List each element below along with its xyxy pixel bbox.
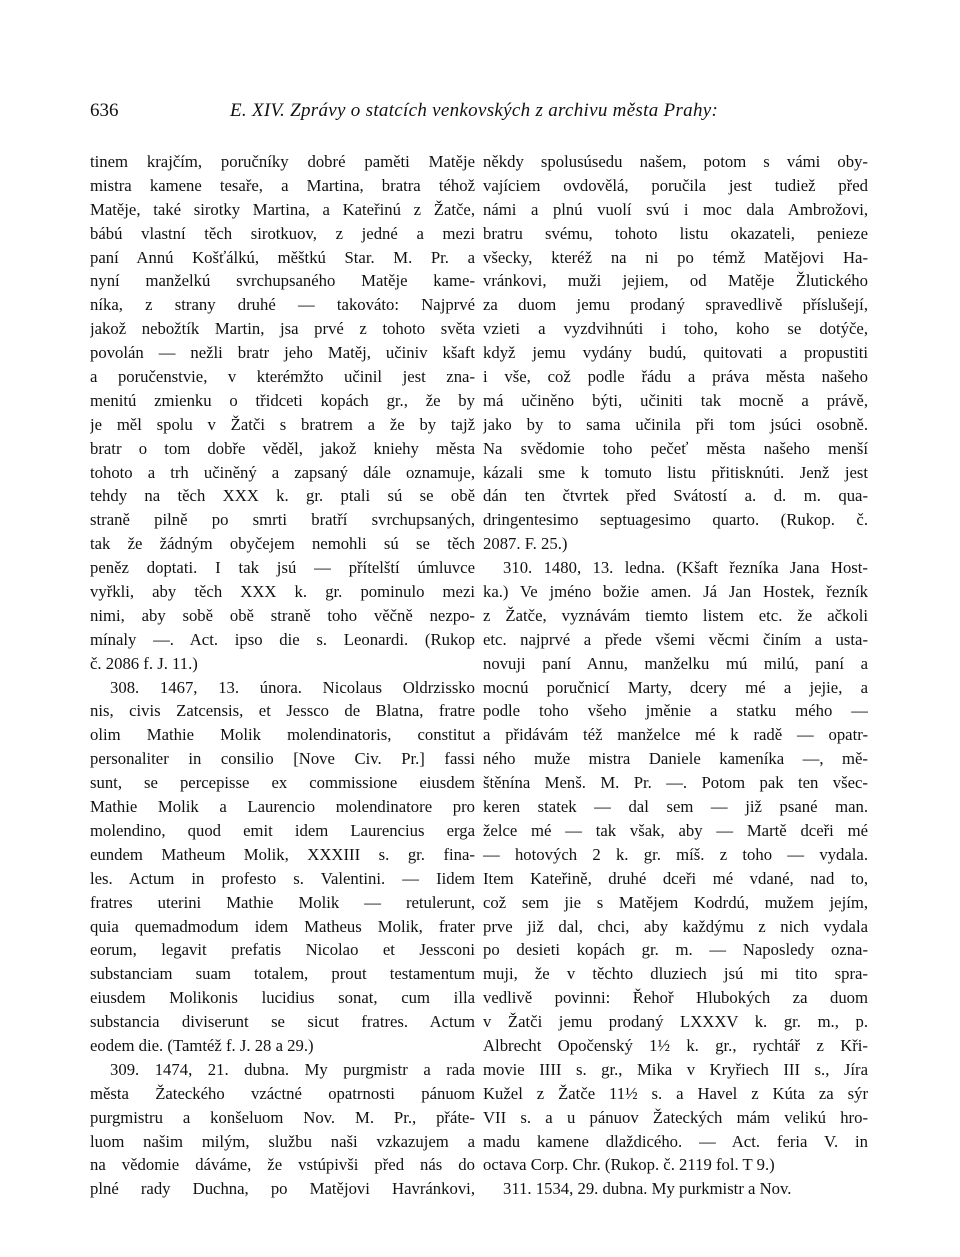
text-line: povolán — nežli bratr jeho Matěj, učiniv kšaft [90, 343, 475, 363]
text-line: Mathie Molik a Laurencio molendinatore pro [90, 797, 475, 817]
text-line: z Žatče, vyznávám tiemto listem etc. že ačkoli [483, 605, 868, 625]
text-line: peněz doptati. I tak jsú — přítelští úmluvce [90, 558, 475, 578]
text-line: dán ten čtvrtek před Svátostí a. d. m. qua- [483, 486, 868, 506]
text-line: po desieti kopách gr. m. — Naposledy ozna- [483, 940, 868, 960]
text-line: č. 2086 f. J. 11.) [90, 653, 198, 673]
text-line: nis, civis Zatcensis, et Jessco de Blatna, fratre [90, 701, 475, 721]
text-line: mocnú poručnicí Marty, dcery mé a jejie, a [483, 677, 868, 697]
text-line: v Žatči jemu prodaný LXXXV k. gr. m., p. [483, 1012, 868, 1032]
text-line: což sem jie s Matějem Kodrdú, mužem jejím, [483, 892, 868, 912]
text-line: 310. 1480, 13. ledna. (Kšaft řezníka Jana Host- [503, 558, 868, 578]
text-line: purgmistru a konšeluom Nov. M. Pr., přáte- [90, 1107, 475, 1127]
text-line: 309. 1474, 21. dubna. My purgmistr a rada [110, 1059, 475, 1079]
text-line: města Žateckého vzáctné opatrnosti pánuom [90, 1083, 475, 1103]
text-line: vránkovi, muži jejiem, od Matěje Žlutického [483, 271, 868, 291]
text-line: molendino, quod emit idem Laurencius erga [90, 820, 475, 840]
text-line: kázali sme k tomuto listu přitisknúti. Jenž jest [483, 462, 868, 482]
text-line: nimi, aby sobě obě straně toho věčně nezpo- [90, 605, 475, 625]
text-line: bábú vlastní těch sirotkuov, z jedné a mezi [90, 223, 475, 243]
text-line: Albrecht Opočenský 1½ k. gr., rychtář z Kři- [483, 1035, 868, 1055]
text-line: eorum, legavit prefatis Nicolao et Jessconi [90, 940, 475, 960]
right-column [483, 150, 868, 1201]
text-line: všecky, kteréž na ni po témž Matějovi Ha- [483, 247, 868, 267]
text-line: quia quemadmodum idem Matheus Molik, frater [90, 916, 475, 936]
text-line: má učiněno býti, učiniti tak mocně a právě, [483, 390, 868, 410]
text-line: vyřkli, aby těch XXX k. gr. pominulo mezi [90, 582, 475, 602]
text-line: vzieti a vyzdvihnúti i toho, koho se dotýče, [483, 319, 868, 339]
text-line: tehdy na těch XXX k. gr. ptali sú se obě [90, 486, 475, 506]
text-line: movie IIII s. gr., Mika v Kryřiech III s., Jíra [483, 1059, 868, 1079]
text-line: Kužel z Žatče 11½ s. a Havel z Kúta za sýr [483, 1083, 868, 1103]
text-line: tohoto a trh učiněný a zapsaný dále oznamuje, [90, 462, 475, 482]
text-line: luom našim milým, službu naši vzkazujem a [90, 1131, 475, 1151]
text-line: za duom jemu prodaný spravedlivě příslušejí, [483, 295, 868, 315]
text-line: jakož nebožtík Martin, jsa prvé z tohoto světa [90, 319, 475, 339]
text-line: Matěje, také sirotky Martina, a Kateřinú z Žatče, [90, 199, 475, 219]
text-line: štěnína Menš. M. Pr. —. Potom pak ten všec- [483, 773, 868, 793]
text-line: eiusdem Molikonis lucidius sonat, cum illa [90, 988, 475, 1008]
text-line: les. Actum in profesto s. Valentini. — Iidem [90, 868, 475, 888]
text-line: menitú zmienku o třidceti kopách gr., že by [90, 390, 475, 410]
text-line: — hotových 2 k. gr. míš. z toho — vydala. [483, 844, 868, 864]
text-line: níka, z strany druhé — takováto: Najprvé [90, 295, 475, 315]
text-line: želce mé — tak však, aby — Martě dceři mé [483, 820, 868, 840]
running-title: E. XIV. Zprávy o statcích venkovských z archivu města Prahy: [230, 100, 719, 121]
text-line: Item Kateřině, druhé dceři mé vdané, nad to, [483, 868, 868, 888]
text-line: keren statek — dal sem — již psané man. [483, 797, 868, 817]
text-line: octava Corp. Chr. (Rukop. č. 2119 fol. T 9.) [483, 1155, 775, 1175]
left-column [90, 150, 475, 1201]
text-line: bratr o tom dobře věděl, jakož kniehy města [90, 438, 475, 458]
text-line: mistra kamene tesaře, a Martina, bratra téhož [90, 175, 475, 195]
text-line: olim Mathie Molik molendinatoris, constitut [90, 725, 475, 745]
text-line: jako by to sama učinila při tom jsúci osobně. [483, 414, 868, 434]
text-line: nyní manželkú svrchupsaného Matěje kame- [90, 271, 475, 291]
text-line: dringentesimo septuagesimo quarto. (Rukop. č. [483, 510, 868, 530]
text-line: i vše, což podle řádu a práva města našeho [483, 367, 868, 387]
text-line: sunt, se percepisse ex commissione eiusdem [90, 773, 475, 793]
text-line: vedlivě povinni: Řehoř Hlubokých za duom [483, 988, 868, 1008]
text-line: madu kamene dlaždicého. — Act. feria V. in [483, 1131, 868, 1151]
text-line: bratru svému, tohoto listu okazateli, penieze [483, 223, 868, 243]
text-line: novuji paní Annu, manželku mú milú, paní a [483, 653, 868, 673]
text-line: tak že žádným obyčejem nemohli sú se těch [90, 534, 475, 554]
text-line: vajíciem ovdovělá, poručila jest tudiež před [483, 175, 868, 195]
page-header [90, 100, 880, 124]
text-line: na vědomie dáváme, že vstúpivši před nás do [90, 1155, 475, 1175]
text-line: 308. 1467, 13. února. Nicolaus Oldrzissko [110, 677, 475, 697]
text-line: je měl spolu v Žatči s bratrem a že by tajž [90, 414, 475, 434]
text-line: personaliter in consilio [Nove Civ. Pr.] fassi [90, 749, 475, 769]
text-line: ného muže mistra Daniele kameníka —, mě- [483, 749, 868, 769]
text-line: etc. najprvé a přede všemi věcmi činím a usta- [483, 629, 868, 649]
text-line: někdy spolusúsedu našem, potom s vámi oby- [483, 152, 868, 171]
text-line: námi a plnú vuolí svú i moc dala Ambrožovi, [483, 199, 868, 219]
text-line: mínaly —. Act. ipso die s. Leonardi. (Rukop [90, 629, 475, 649]
text-line: muji, že v těchto dluziech jsú mi tito spra- [483, 964, 868, 984]
text-line: 311. 1534, 29. dubna. My purkmistr a Nov. [503, 1179, 792, 1199]
text-line: a přidávám též manželce mé k radě — opatr- [483, 725, 868, 745]
text-line: ka.) Ve jméno božie amen. Já Jan Hostek, řezník [483, 582, 868, 602]
text-line: plné rady Duchna, po Matějovi Havránkovi, [90, 1179, 475, 1199]
text-line: substancia diviserunt se sicut fratres. Actum [90, 1012, 475, 1032]
text-line: prve již dal, chci, aby každýmu z nich vydala [483, 916, 868, 936]
page-number: 636 [90, 100, 119, 121]
text-line: když jemu vydány budú, quitovati a propustiti [483, 343, 868, 363]
text-line: fratres uterini Mathie Molik — retulerunt, [90, 892, 475, 912]
text-line: substanciam suam totalem, prout testamentum [90, 964, 475, 984]
text-line: a poručenstvie, v kterémžto učinil jest zna- [90, 367, 475, 387]
text-line: paní Annú Košťálkú, měštkú Star. M. Pr. a [90, 247, 475, 267]
text-line: eundem Matheum Molik, XXXIII s. gr. fina- [90, 844, 475, 864]
text-line: tinem krajčím, poručníky dobré paměti Matěje [90, 152, 475, 171]
text-line: eodem die. (Tamtéž f. J. 28 a 29.) [90, 1035, 314, 1055]
text-line: Na svědomie toho pečeť města našeho menší [483, 438, 868, 458]
text-line: podle toho všeho jměnie a statku mého — [483, 701, 868, 721]
text-line: VII s. a u pánuov Žateckých mám velikú hro- [483, 1107, 868, 1127]
text-line: straně pilně po smrti bratří svrchupsaných, [90, 510, 475, 530]
text-line: 2087. F. 25.) [483, 534, 568, 554]
